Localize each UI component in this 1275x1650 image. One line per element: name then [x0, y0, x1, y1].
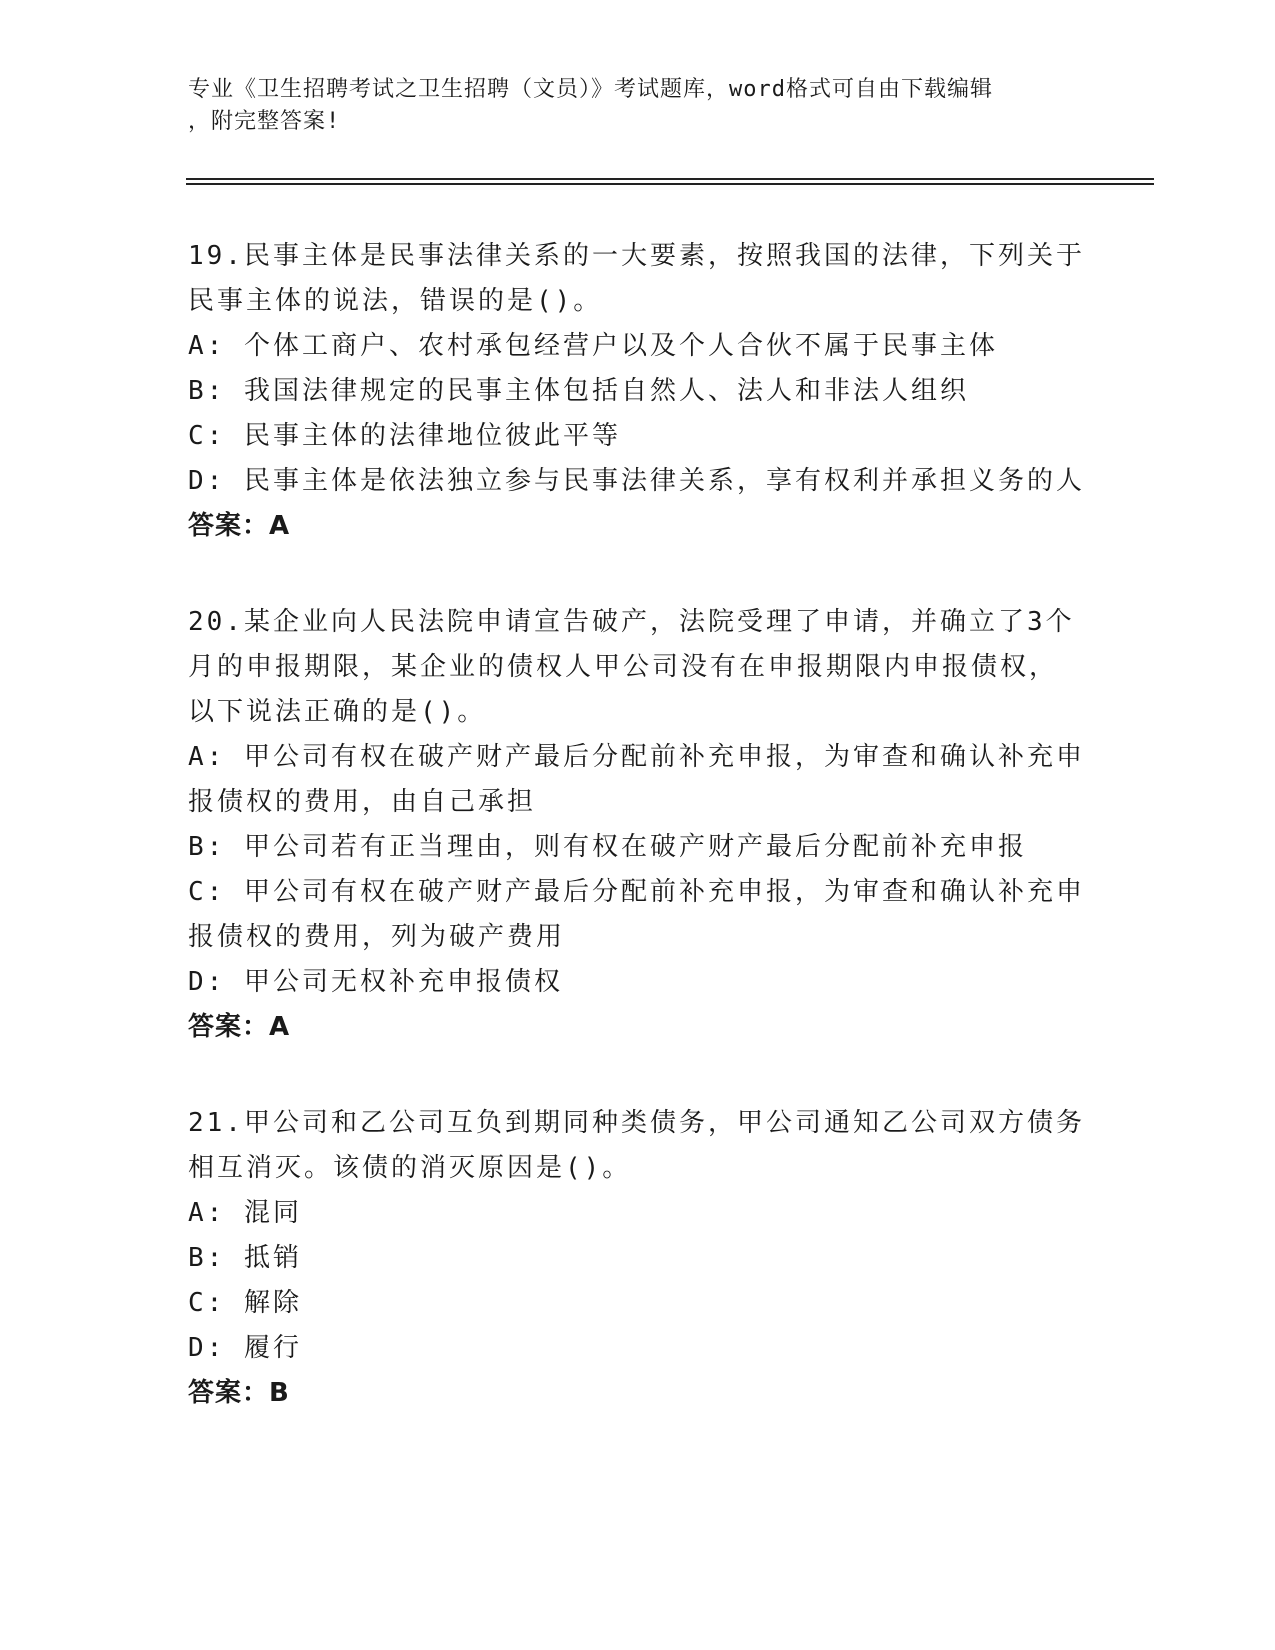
question-20	[188, 600, 1088, 1050]
option-c: C: 解除	[188, 1288, 302, 1318]
option-d: D: 履行	[188, 1333, 302, 1363]
question-stem-line: 以下说法正确的是()。	[188, 697, 487, 727]
option-d: D: 民事主体是依法独立参与民事法律关系，享有权利并承担义务的人	[188, 466, 1085, 496]
header-text-line-1: 专业《卫生招聘考试之卫生招聘（文员）》考试题库，word格式可自由下载编辑	[188, 77, 993, 102]
option-b: B: 抵销	[188, 1243, 302, 1273]
answer-label: 答案：A	[188, 1012, 291, 1042]
document-header	[188, 74, 1088, 138]
question-stem-line: 民事主体的说法，错误的是()。	[188, 286, 603, 316]
question-stem-line: 20.某企业向人民法院申请宣告破产，法院受理了申请，并确立了3个	[188, 607, 1075, 637]
answer-label: 答案：B	[188, 1378, 290, 1408]
question-stem-line: 19.民事主体是民事法律关系的一大要素，按照我国的法律，下列关于	[188, 241, 1085, 271]
question-stem-line: 相互消灭。该债的消灭原因是()。	[188, 1153, 632, 1183]
header-divider-bottom	[186, 183, 1154, 185]
question-21	[188, 1101, 1088, 1416]
option-c: C: 甲公司有权在破产财产最后分配前补充申报，为审查和确认补充申	[188, 877, 1085, 907]
option-a: A: 混同	[188, 1198, 302, 1228]
option-a-continuation: 报债权的费用，由自己承担	[188, 787, 537, 817]
answer-label: 答案：A	[188, 511, 291, 541]
option-d: D: 甲公司无权补充申报债权	[188, 967, 563, 997]
header-divider-top	[186, 178, 1154, 180]
option-a: A: 个体工商户、农村承包经营户以及个人合伙不属于民事主体	[188, 331, 998, 361]
option-a: A: 甲公司有权在破产财产最后分配前补充申报，为审查和确认补充申	[188, 742, 1085, 772]
option-c-continuation: 报债权的费用，列为破产费用	[188, 922, 566, 952]
header-text-line-2: ，附完整答案!	[188, 109, 341, 134]
question-stem-line: 21.甲公司和乙公司互负到期同种类债务，甲公司通知乙公司双方债务	[188, 1108, 1085, 1138]
option-c: C: 民事主体的法律地位彼此平等	[188, 421, 621, 451]
question-stem-line: 月的申报期限，某企业的债权人甲公司没有在申报期限内申报债权，	[188, 652, 1059, 682]
question-19	[188, 234, 1088, 549]
option-b: B: 我国法律规定的民事主体包括自然人、法人和非法人组织	[188, 376, 969, 406]
option-b: B: 甲公司若有正当理由，则有权在破产财产最后分配前补充申报	[188, 832, 1027, 862]
